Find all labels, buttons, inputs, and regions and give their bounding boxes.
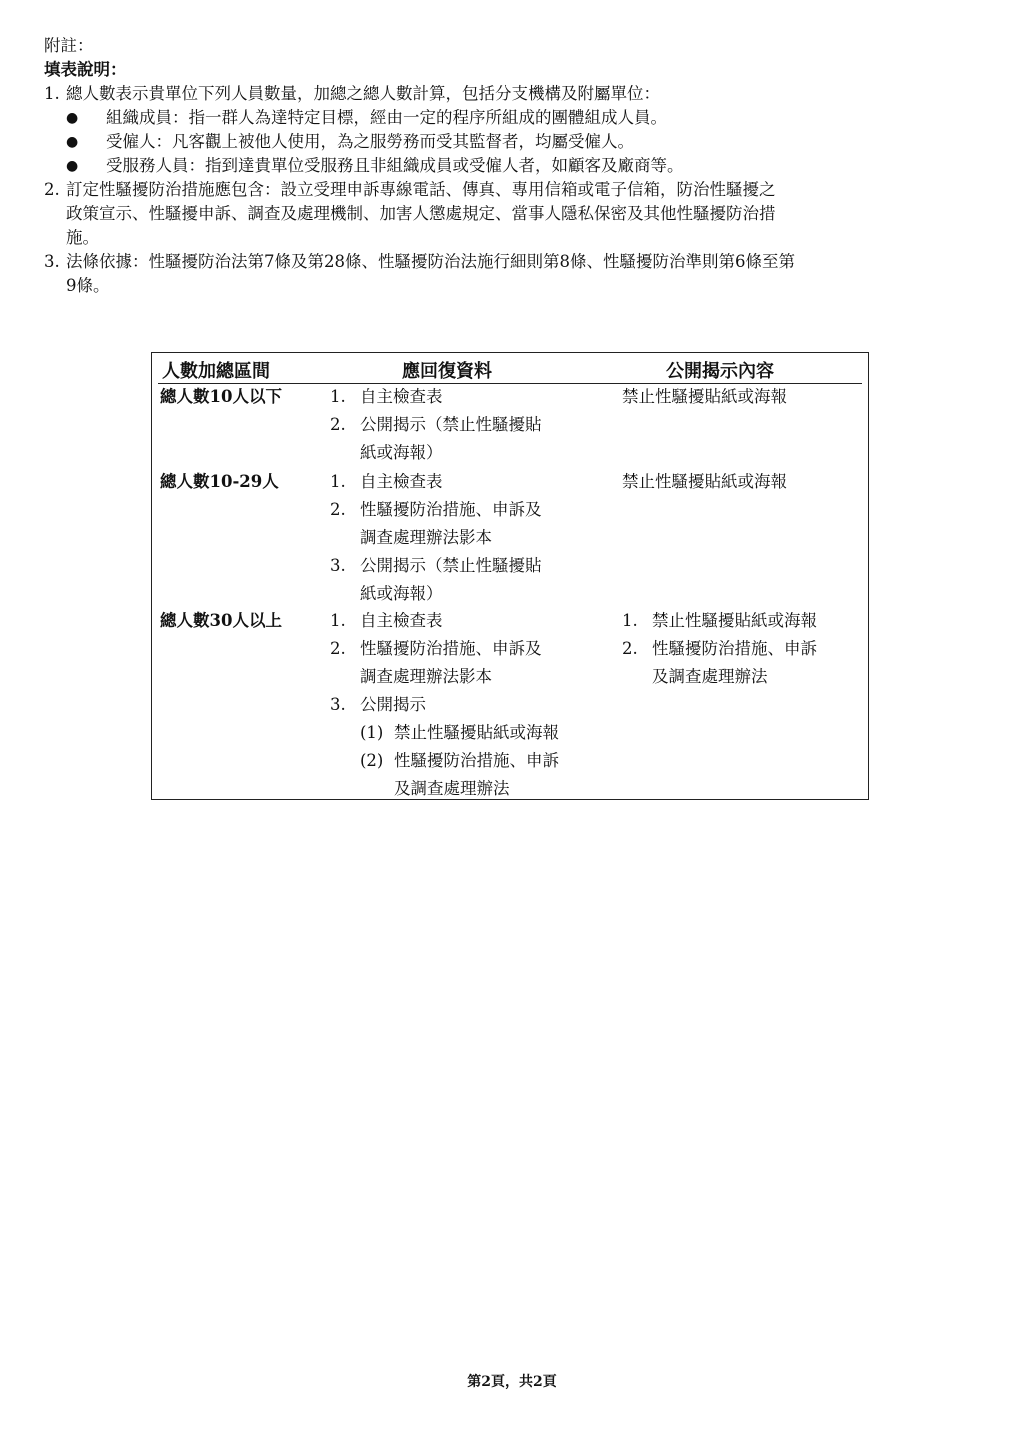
bullet-item (44, 130, 974, 154)
bullet-icon: ● (66, 158, 79, 174)
bullet-icon: ● (66, 134, 79, 150)
sub-list-item-continuation: 及調查處理辦法 (394, 779, 510, 798)
list-item (622, 607, 817, 635)
note-item-2-line: 施。 (66, 228, 99, 247)
sub-list-item-number: (2) (360, 751, 384, 770)
list-item-text: 公開揭示（禁止性騷擾貼 (360, 415, 542, 434)
note-item-2 (44, 178, 974, 250)
instructions-heading: 填表說明： (44, 60, 127, 79)
list-item-number: 1. (330, 611, 346, 630)
row-3-disclosures (622, 607, 817, 691)
page-number: 第2頁，共2頁 (467, 1374, 557, 1390)
notes-heading: 附註： (44, 36, 94, 55)
note-item-3-number: 3. (44, 252, 60, 271)
list-item-number: 3. (330, 695, 346, 714)
list-item-text: 禁止性騷擾貼紙或海報 (652, 611, 817, 630)
bullet-text: 受服務人員：指到達貴單位受服務且非組織成員或受僱人者，如顧客及廠商等。 (106, 156, 684, 175)
list-item-number: 1. (330, 387, 346, 406)
list-item-continuation: 調查處理辦法影本 (360, 667, 492, 686)
bullet-item (44, 106, 974, 130)
header-docs: 應回復資料 (402, 361, 492, 382)
list-item-number: 2. (330, 415, 346, 434)
list-item-text: 公開揭示 (360, 695, 426, 714)
list-item (330, 552, 542, 580)
note-item-1-text: 總人數表示貴單位下列人員數量，加總之總人數計算，包括分支機構及附屬單位： (66, 84, 660, 103)
notes-section (44, 34, 974, 298)
list-item-text: 性騷擾防治措施、申訴及 (360, 639, 542, 658)
header-range: 人數加總區間 (162, 361, 270, 382)
note-item-3 (44, 250, 974, 298)
sub-list-item-text: 性騷擾防治措施、申訴 (394, 751, 559, 770)
list-item-continuation: 紙或海報） (360, 584, 443, 603)
list-item (622, 635, 817, 663)
list-item (330, 607, 559, 635)
list-item (330, 496, 542, 524)
row-2-docs (330, 468, 542, 608)
sub-list-item (330, 747, 559, 775)
list-item-continuation: 調查處理辦法影本 (360, 528, 492, 547)
list-item-number: 1. (622, 611, 638, 630)
list-item-continuation: 及調查處理辦法 (652, 667, 768, 686)
sub-list-item-text: 禁止性騷擾貼紙或海報 (394, 723, 559, 742)
list-item (330, 468, 542, 496)
list-item-number: 3. (330, 556, 346, 575)
note-item-2-line: 政策宣示、性騷擾申訴、調查及處理機制、加害人懲處規定、當事人隱私保密及其他性騷擾防治措 (66, 204, 776, 223)
list-item-text: 公開揭示（禁止性騷擾貼 (360, 556, 542, 575)
list-item-number: 2. (330, 500, 346, 519)
list-item-number: 2. (330, 639, 346, 658)
bullet-icon: ● (66, 110, 79, 126)
sub-list-item (330, 719, 559, 747)
note-item-2-line: 訂定性騷擾防治措施應包含：設立受理申訴專線電話、傳真、專用信箱或電子信箱，防治性騷擾之 (66, 180, 776, 199)
row-3-docs (330, 607, 559, 803)
list-item (330, 411, 542, 439)
bullet-text: 受僱人：凡客觀上被他人使用，為之服勞務而受其監督者，均屬受僱人。 (106, 132, 634, 151)
row-1-range: 總人數10人以下 (160, 387, 282, 406)
list-item-continuation: 紙或海報） (360, 443, 443, 462)
row-1-disclosure: 禁止性騷擾貼紙或海報 (622, 387, 787, 406)
bullet-item (44, 154, 974, 178)
list-item-text: 自主檢查表 (360, 387, 443, 406)
requirements-table (151, 352, 869, 800)
note-item-2-number: 2. (44, 180, 60, 199)
note-item-1-number: 1. (44, 84, 60, 103)
header-disclosure: 公開揭示內容 (666, 361, 774, 382)
row-3-range: 總人數30人以上 (160, 611, 282, 630)
list-item (330, 383, 542, 411)
row-2-range: 總人數10-29人 (160, 472, 279, 491)
row-2-disclosure: 禁止性騷擾貼紙或海報 (622, 472, 787, 491)
list-item-text: 自主檢查表 (360, 472, 443, 491)
sub-list-item-number: (1) (360, 723, 384, 742)
note-item-3-line: 9條。 (66, 276, 110, 295)
bullet-text: 組織成員：指一群人為達特定目標，經由一定的程序所組成的團體組成人員。 (106, 108, 667, 127)
list-item-text: 自主檢查表 (360, 611, 443, 630)
list-item-number: 2. (622, 639, 638, 658)
note-item-3-line: 法條依據：性騷擾防治法第7條及第28條、性騷擾防治法施行細則第8條、性騷擾防治準則第6條至第 (66, 252, 795, 271)
list-item-number: 1. (330, 472, 346, 491)
list-item (330, 635, 559, 663)
list-item (330, 691, 559, 719)
note-item-1 (44, 82, 974, 106)
list-item-text: 性騷擾防治措施、申訴 (652, 639, 817, 658)
row-1-docs (330, 383, 542, 467)
list-item-text: 性騷擾防治措施、申訴及 (360, 500, 542, 519)
